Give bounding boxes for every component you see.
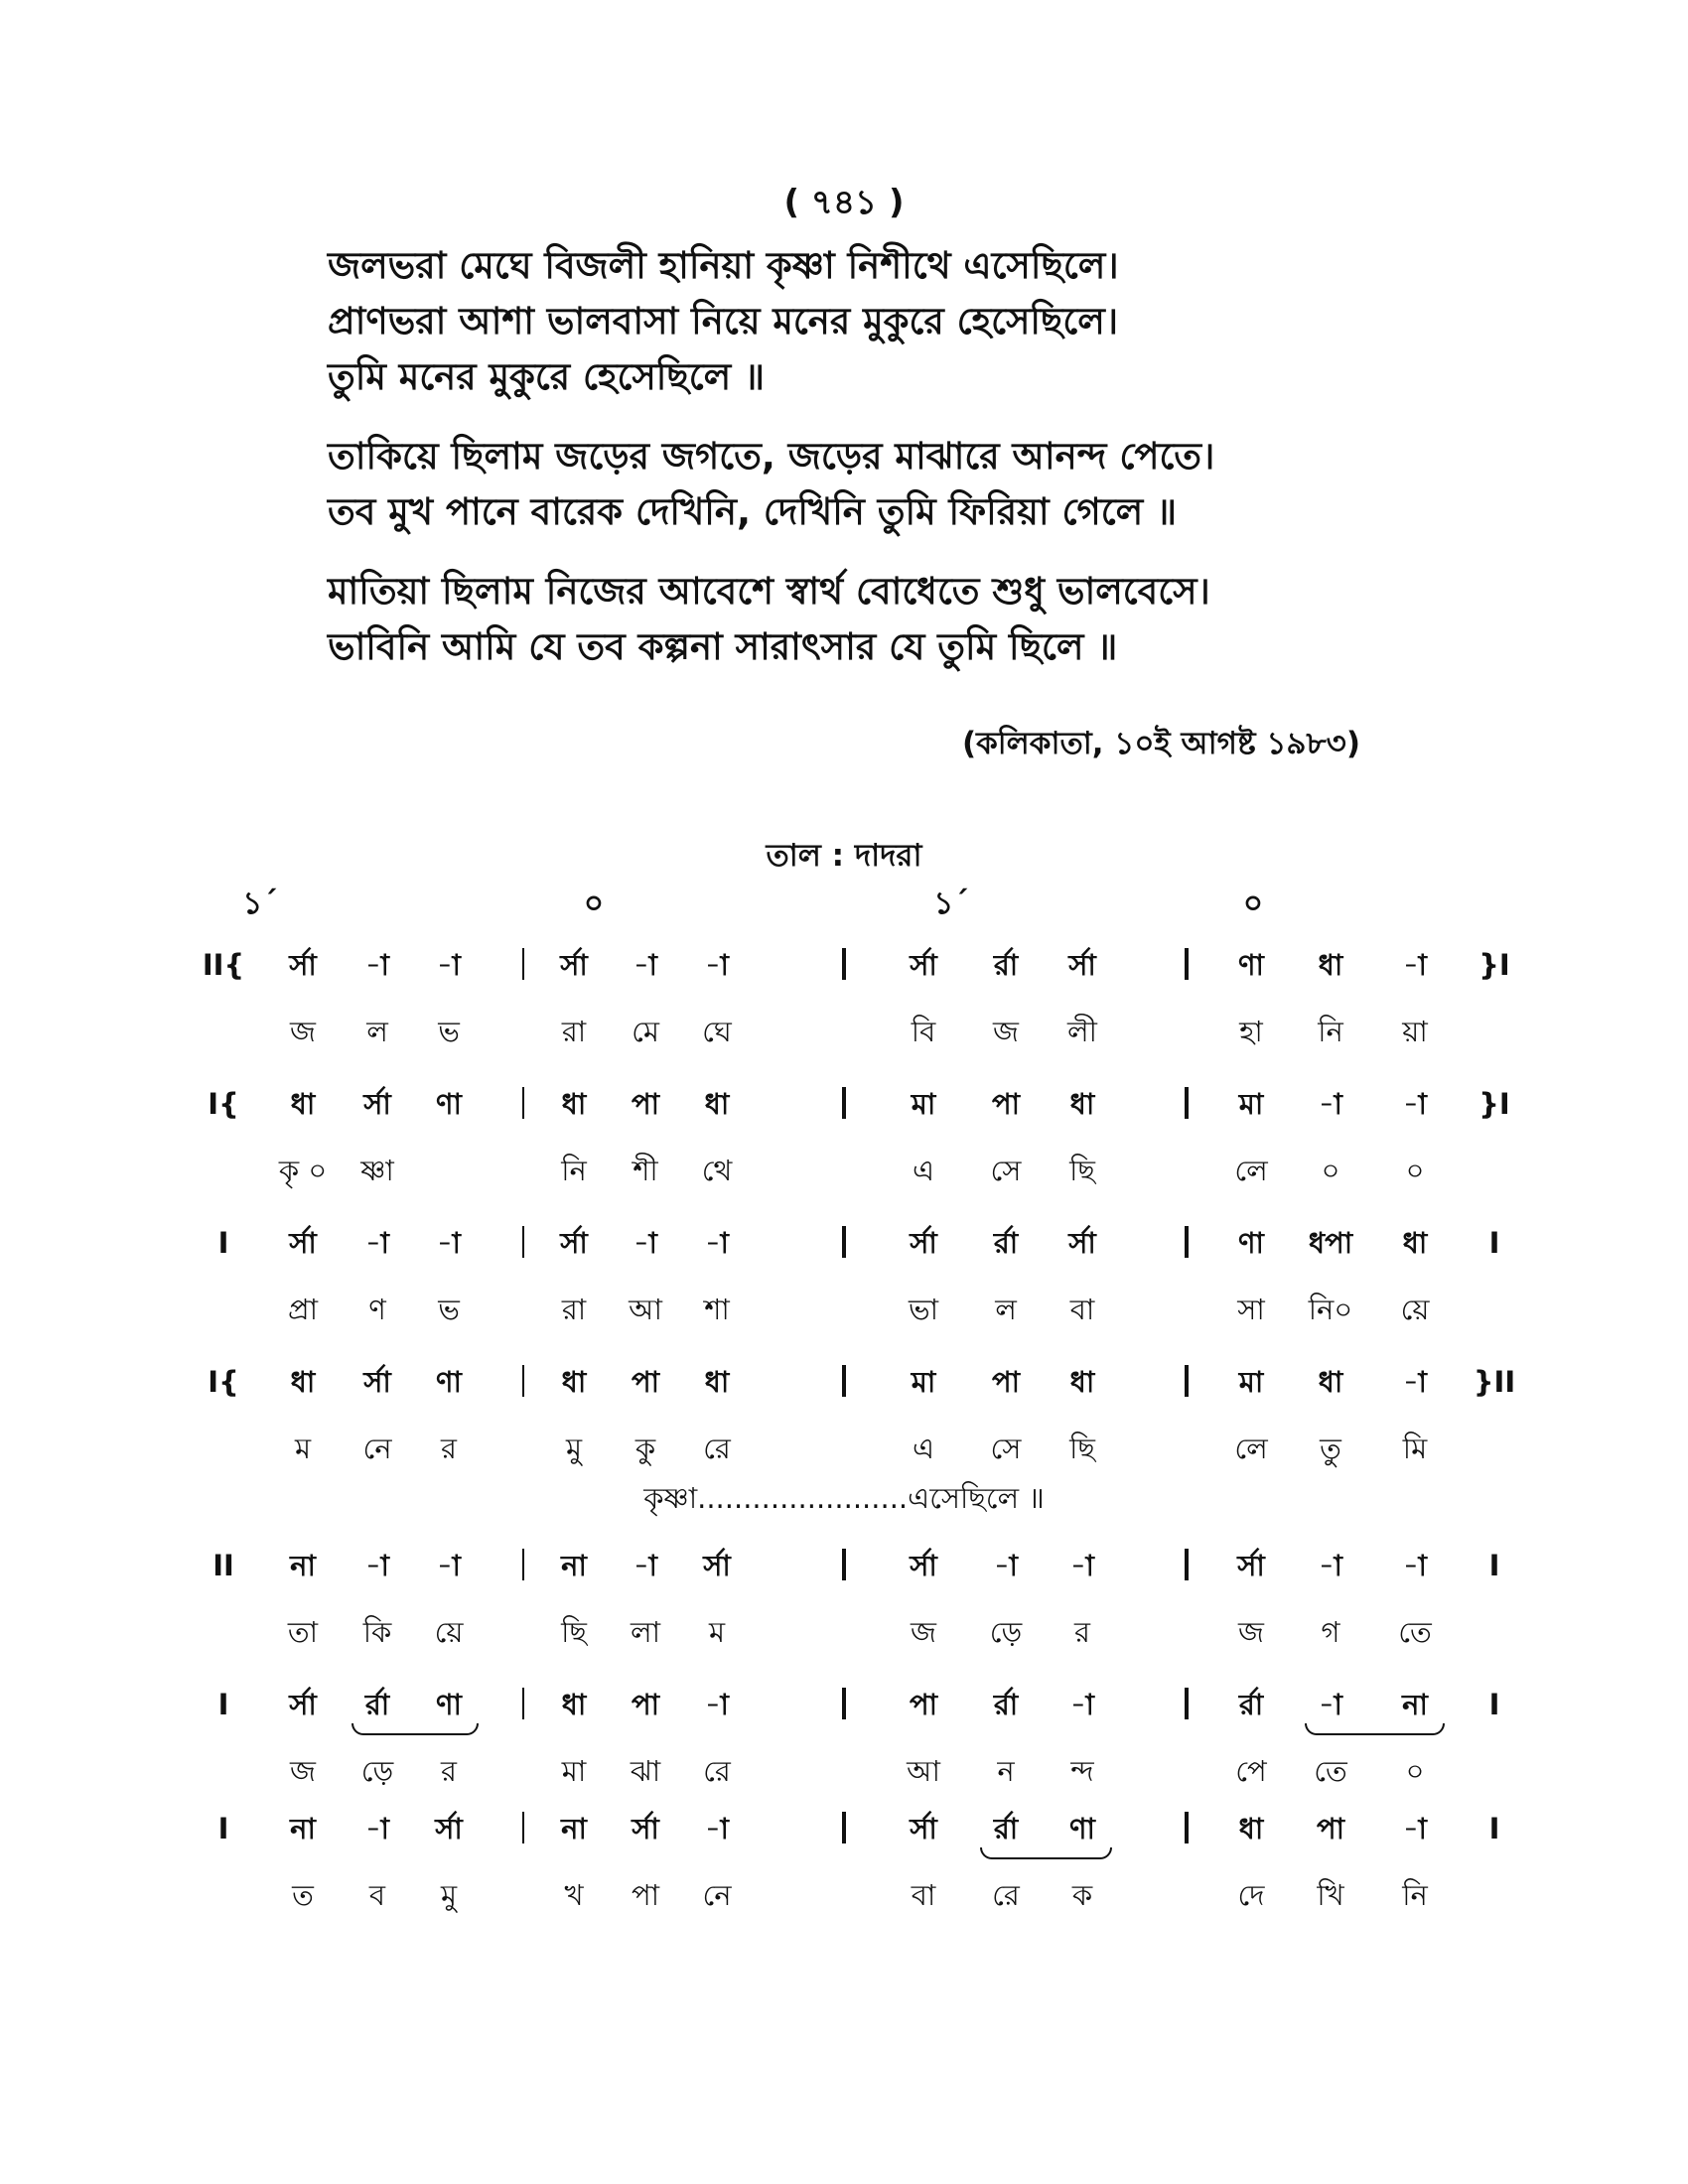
section-open-marker: I	[217, 1688, 229, 1721]
lyric-syllable: মু	[440, 1878, 458, 1912]
swara-note: র্সা	[560, 948, 588, 982]
lyric-syllable: ঝা	[630, 1754, 661, 1788]
swara-note: র্সা	[289, 1226, 317, 1260]
lyric-syllable: ল	[366, 1015, 388, 1048]
lyric-syllable: ড়ে	[360, 1754, 394, 1788]
bar-line	[1185, 1226, 1189, 1258]
lyric-syllable: জ	[290, 1015, 316, 1048]
lyric-syllable: দে	[1237, 1878, 1265, 1912]
swara-note: ধা	[1069, 1365, 1095, 1399]
lyric-syllable: লী	[1067, 1015, 1097, 1048]
swara-note: -া	[437, 1549, 461, 1582]
lyric-syllable: ড়ে	[989, 1615, 1023, 1649]
section-close-marker: }I	[1478, 1087, 1510, 1121]
bar-line	[522, 1688, 524, 1719]
lyric-syllable: তু	[1320, 1432, 1341, 1465]
swara-note: ধা	[1318, 1365, 1343, 1399]
lyric-syllable: ম	[294, 1432, 312, 1465]
lyric-syllable: লা	[630, 1615, 661, 1649]
beat-marker: ০	[1242, 886, 1264, 921]
bar-line	[1185, 1688, 1189, 1719]
swara-note: -া	[705, 1688, 729, 1721]
swara-note: পা	[631, 1087, 660, 1121]
bar-line	[522, 948, 524, 980]
lyric-syllable: ০	[1321, 1154, 1340, 1187]
lyric-syllable: ভ	[438, 1015, 460, 1048]
swara-note: ণা	[436, 1087, 462, 1121]
lyric-syllable: য়ে	[1400, 1293, 1430, 1326]
bar-line	[522, 1812, 524, 1843]
swara-note: -া	[1070, 1549, 1094, 1582]
swara-note: র্সা	[289, 1688, 317, 1721]
lyric-syllable: নি০	[1308, 1293, 1353, 1326]
beat-marker: ০	[583, 886, 605, 921]
swara-note: ধা	[1402, 1226, 1428, 1260]
beat-marker: ১´	[933, 886, 969, 921]
swara-note: -া	[365, 1812, 389, 1845]
lyric-syllable: লে	[1234, 1154, 1268, 1187]
lyric-syllable: ভ	[438, 1293, 460, 1326]
lyric-syllable: ত	[292, 1878, 314, 1912]
swara-note: -া	[365, 1226, 389, 1260]
lyric-syllable: খি	[1317, 1878, 1344, 1912]
bar-line	[842, 1365, 846, 1397]
lyric-syllable: মি	[1402, 1432, 1428, 1465]
lyric-syllable: ০	[1405, 1154, 1425, 1187]
lyric-syllable: র	[441, 1432, 457, 1465]
swara-note: -া	[1319, 1688, 1342, 1721]
section-open-marker: II{	[202, 948, 245, 982]
lyric-syllable: রে	[992, 1878, 1020, 1912]
swara-note: -া	[1403, 1365, 1427, 1399]
lyric-syllable: কি	[362, 1615, 392, 1649]
swara-note: র্সা	[632, 1812, 659, 1845]
bar-line	[522, 1087, 524, 1119]
swara-note: ণা	[1238, 948, 1264, 982]
swara-note: ধা	[704, 1087, 730, 1121]
lyric-syllable: নে	[702, 1878, 732, 1912]
lyric-syllable: ন্দ	[1070, 1754, 1094, 1788]
swara-note: -া	[1403, 1812, 1427, 1845]
swara-note: -া	[365, 948, 389, 982]
lyric-syllable: বি	[911, 1015, 936, 1048]
tala-heading: তাল : দাদরা	[766, 838, 922, 874]
swara-note: না	[561, 1549, 587, 1582]
swara-note: ধা	[1238, 1812, 1264, 1845]
lyric-line: ভাবিনি আমি যে তব কল্পনা সারাৎসার যে তুমি ছিলে ॥	[328, 625, 1118, 668]
section-close-marker: I	[1488, 1812, 1500, 1845]
swara-note: র্রা	[993, 1226, 1019, 1260]
swara-note: ণা	[1069, 1812, 1095, 1845]
lyric-syllable: পা	[631, 1878, 660, 1912]
bar-line	[842, 1688, 846, 1719]
swara-note: -া	[633, 1549, 657, 1582]
lyric-syllable: মু	[565, 1432, 583, 1465]
swara-note: -া	[365, 1549, 389, 1582]
lyric-syllable: য়া	[1402, 1015, 1428, 1048]
lyric-syllable: জ	[1238, 1615, 1264, 1649]
bar-line	[522, 1365, 524, 1397]
swara-note: ধা	[704, 1365, 730, 1399]
swara-note: -া	[437, 1226, 461, 1260]
swara-note: -া	[1319, 1549, 1342, 1582]
swara-note: পা	[909, 1688, 938, 1721]
swara-note: -া	[1403, 1087, 1427, 1121]
bar-line	[842, 1812, 846, 1843]
swara-note: পা	[631, 1688, 660, 1721]
lyric-syllable: ল	[995, 1293, 1017, 1326]
section-open-marker: II	[212, 1549, 234, 1582]
swara-note: পা	[991, 1365, 1021, 1399]
lyric-syllable: নে	[362, 1432, 392, 1465]
lyric-syllable: রে	[703, 1432, 731, 1465]
swara-note: র্সা	[363, 1365, 391, 1399]
lyric-syllable: র	[441, 1754, 457, 1788]
swara-note: ধা	[290, 1087, 316, 1121]
lyric-syllable: হা	[1239, 1015, 1263, 1048]
lyric-syllable: শা	[704, 1293, 730, 1326]
lyric-syllable: ম	[708, 1615, 726, 1649]
swara-note: র্সা	[1237, 1549, 1265, 1582]
lyric-syllable: তা	[287, 1615, 319, 1649]
slur-mark	[352, 1723, 479, 1735]
swara-note: পা	[1316, 1812, 1345, 1845]
swara-note: র্সা	[910, 1226, 937, 1260]
lyric-line: জলভরা মেঘে বিজলী হানিয়া কৃষ্ণা নিশীথে এসেছিলে।	[328, 244, 1119, 287]
lyric-syllable: সে	[990, 1154, 1022, 1187]
lyric-syllable: জ	[993, 1015, 1019, 1048]
swara-note: -া	[633, 1226, 657, 1260]
lyric-syllable: কু	[634, 1432, 656, 1465]
lyric-syllable: জ	[911, 1615, 936, 1649]
section-close-marker: I	[1488, 1549, 1500, 1582]
section-open-marker: I	[217, 1812, 229, 1845]
lyric-syllable: ণ	[368, 1293, 386, 1326]
lyric-syllable: গ	[1321, 1615, 1340, 1649]
swara-note: পা	[631, 1365, 660, 1399]
page-number: ( ৭৪১ )	[783, 183, 905, 222]
swara-note: -া	[994, 1549, 1018, 1582]
bar-line	[1185, 1549, 1189, 1580]
lyric-syllable: ন	[997, 1754, 1015, 1788]
swara-note: -া	[1403, 948, 1427, 982]
lyric-syllable: খ	[564, 1878, 584, 1912]
lyric-syllable: ব	[368, 1878, 386, 1912]
swara-note: না	[290, 1812, 316, 1845]
bar-line	[842, 1549, 846, 1580]
lyric-syllable: সে	[990, 1432, 1022, 1465]
swara-note: না	[1402, 1688, 1428, 1721]
lyric-syllable: নি	[1318, 1015, 1343, 1048]
section-open-marker: I{	[208, 1365, 239, 1399]
bar-line	[522, 1549, 524, 1580]
lyric-syllable: আ	[629, 1293, 662, 1326]
swara-note: র্রা	[993, 948, 1019, 982]
swara-note: র্সা	[910, 948, 937, 982]
section-open-marker: I	[217, 1226, 229, 1260]
lyric-syllable: র	[1074, 1615, 1090, 1649]
swara-note: র্সা	[1068, 948, 1096, 982]
swara-note: -া	[633, 948, 657, 982]
swara-note: -া	[1403, 1549, 1427, 1582]
lyric-syllable: মে	[632, 1015, 659, 1048]
lyric-syllable: নি	[1402, 1878, 1428, 1912]
refrain-line: কৃষ্ণা.......................এসেছিলে ॥	[643, 1481, 1045, 1515]
swara-note: -া	[705, 948, 729, 982]
lyric-syllable: শী	[633, 1154, 658, 1187]
dateline: (কলিকাতা, ১০ই আগষ্ট ১৯৮৩)	[961, 726, 1360, 761]
swara-note: মা	[1238, 1365, 1264, 1399]
lyric-syllable: নি	[561, 1154, 587, 1187]
swara-note: র্সা	[910, 1812, 937, 1845]
lyric-syllable: ছি	[561, 1615, 587, 1649]
swara-note: ণা	[436, 1688, 462, 1721]
lyric-syllable: বা	[911, 1878, 936, 1912]
beat-marker: ১´	[242, 886, 278, 921]
swara-note: র্সা	[560, 1226, 588, 1260]
bar-line	[1185, 1812, 1189, 1843]
swara-note: ধা	[1069, 1087, 1095, 1121]
swara-note: ধা	[561, 1365, 587, 1399]
swara-note: ধা	[561, 1688, 587, 1721]
section-close-marker: }II	[1473, 1365, 1516, 1399]
lyric-syllable: এ	[912, 1432, 935, 1465]
swara-note: র্সা	[435, 1812, 463, 1845]
swara-note: ণা	[436, 1365, 462, 1399]
lyric-syllable: ষ্ণা	[360, 1154, 394, 1187]
lyric-line: প্রাণভরা আশা ভালবাসা নিয়ে মনের মুকুরে হেসেছিলে।	[328, 300, 1119, 342]
bar-line	[1185, 1365, 1189, 1397]
swara-note: ণা	[1238, 1226, 1264, 1260]
bar-line	[842, 1087, 846, 1119]
lyric-syllable: ছি	[1069, 1432, 1095, 1465]
section-close-marker: I	[1488, 1688, 1500, 1721]
section-close-marker: }I	[1478, 948, 1510, 982]
lyric-syllable: পে	[1235, 1754, 1267, 1788]
lyric-line: তব মুখ পানে বারেক দেখিনি, দেখিনি তুমি ফিরিয়া গেলে ॥	[328, 490, 1178, 533]
lyric-syllable: তে	[1314, 1754, 1347, 1788]
swara-note: র্রা	[364, 1688, 390, 1721]
swara-note: না	[561, 1812, 587, 1845]
lyric-syllable: রা	[561, 1293, 587, 1326]
lyric-syllable: এ	[912, 1154, 935, 1187]
lyric-syllable: ০	[1405, 1754, 1425, 1788]
lyric-syllable: রে	[703, 1754, 731, 1788]
swara-note: র্রা	[1238, 1688, 1264, 1721]
lyric-syllable: সা	[1237, 1293, 1265, 1326]
slur-mark	[1305, 1723, 1445, 1735]
swara-note: মা	[911, 1087, 936, 1121]
lyric-line: তাকিয়ে ছিলাম জড়ের জগতে, জড়ের মাঝারে আনন্দ পেতে।	[328, 435, 1215, 478]
swara-note: -া	[705, 1812, 729, 1845]
lyric-syllable: থে	[701, 1154, 733, 1187]
lyric-syllable: ঘে	[702, 1015, 732, 1048]
bar-line	[522, 1226, 524, 1258]
section-open-marker: I{	[208, 1087, 239, 1121]
bar-line	[1185, 1087, 1189, 1119]
lyric-syllable: আ	[907, 1754, 940, 1788]
swara-note: ধপা	[1308, 1226, 1353, 1260]
lyric-line: তুমি মনের মুকুরে হেসেছিলে ॥	[328, 355, 766, 398]
swara-note: র্সা	[363, 1087, 391, 1121]
bar-line	[842, 1226, 846, 1258]
lyric-syllable: কৃ ০	[278, 1154, 328, 1187]
swara-note: র্সা	[289, 948, 317, 982]
swara-note: মা	[1238, 1087, 1264, 1121]
swara-note: -া	[437, 948, 461, 982]
swara-note: ধা	[290, 1365, 316, 1399]
lyric-syllable: লে	[1234, 1432, 1268, 1465]
lyric-syllable: য়ে	[434, 1615, 464, 1649]
lyric-syllable: রা	[561, 1015, 587, 1048]
lyric-syllable: বা	[1069, 1293, 1095, 1326]
lyric-syllable: জ	[290, 1754, 316, 1788]
bar-line	[1185, 948, 1189, 980]
section-close-marker: I	[1488, 1226, 1500, 1260]
swara-note: -া	[705, 1226, 729, 1260]
swara-note: র্রা	[993, 1812, 1019, 1845]
slur-mark	[980, 1847, 1112, 1859]
swara-note: ধা	[561, 1087, 587, 1121]
swara-note: র্সা	[910, 1549, 937, 1582]
lyric-syllable: ছি	[1069, 1154, 1095, 1187]
swara-note: র্রা	[993, 1688, 1019, 1721]
swara-note: -া	[1319, 1087, 1342, 1121]
swara-note: না	[290, 1549, 316, 1582]
swara-note: র্সা	[1068, 1226, 1096, 1260]
bar-line	[842, 948, 846, 980]
swara-note: পা	[991, 1087, 1021, 1121]
swara-note: -া	[1070, 1688, 1094, 1721]
lyric-syllable: তে	[1398, 1615, 1432, 1649]
lyric-syllable: মা	[561, 1754, 587, 1788]
swara-note: র্সা	[703, 1549, 731, 1582]
swara-note: ধা	[1318, 948, 1343, 982]
lyric-syllable: ভা	[908, 1293, 939, 1326]
lyric-syllable: প্রা	[287, 1293, 319, 1326]
lyric-syllable: ক	[1071, 1878, 1093, 1912]
lyric-line: মাতিয়া ছিলাম নিজের আবেশে স্বার্থ বোধেতে শুধু ভালবেসে।	[328, 570, 1210, 613]
swara-note: মা	[911, 1365, 936, 1399]
